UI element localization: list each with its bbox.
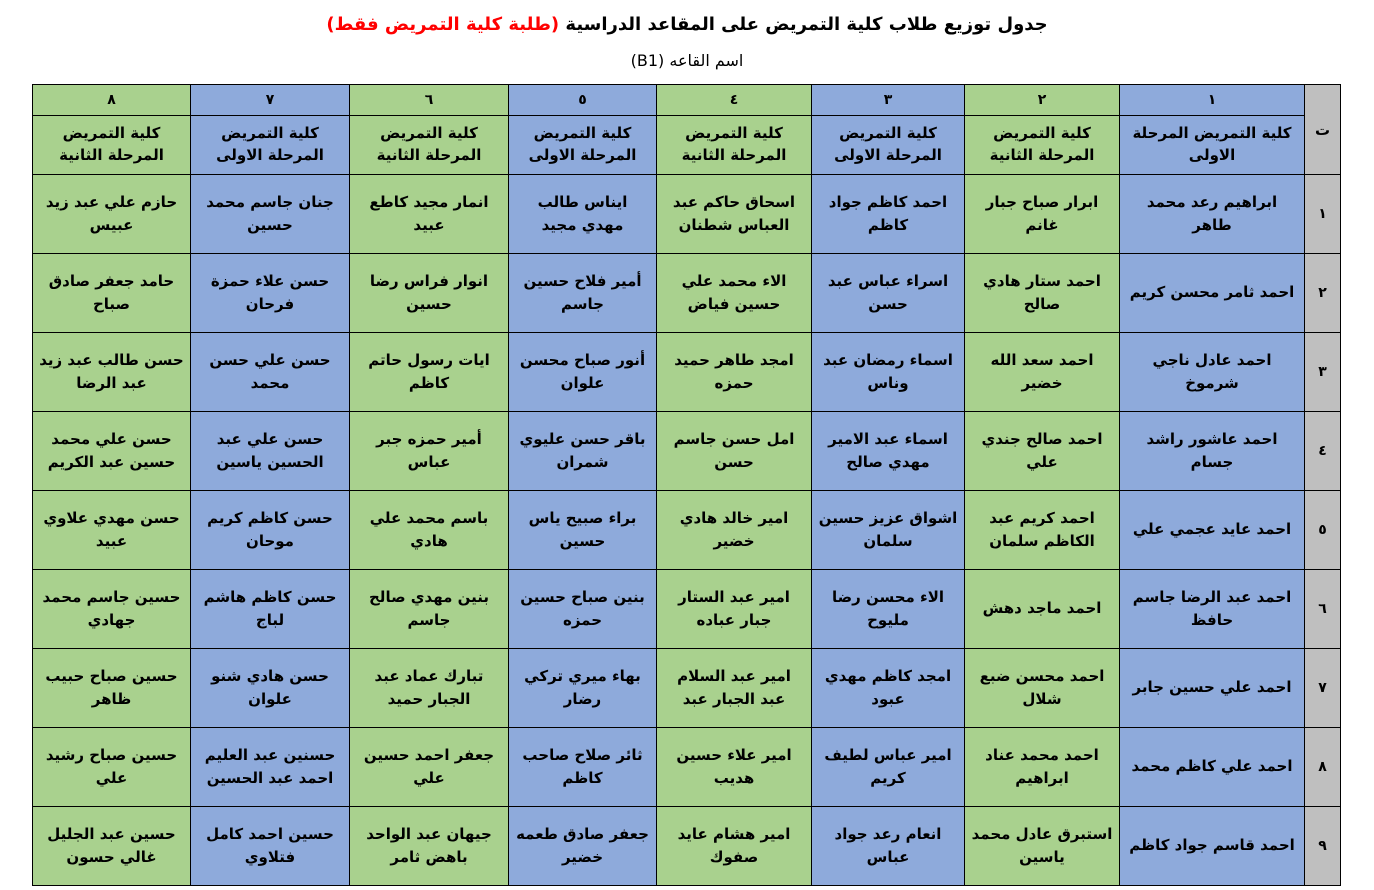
student-cell-col5-row2: أمير فلاح حسين جاسم [509,254,657,333]
row-number-cell-8: ٨ [1305,728,1341,807]
column-number-cell-1: ١ [1120,85,1305,116]
student-cell-col3-row7: امجد كاظم مهدي عبود [812,649,965,728]
student-cell-col3-row8: امير عباس لطيف كريم [812,728,965,807]
student-cell-col3-row5: اشواق عزيز حسين سلمان [812,491,965,570]
student-cell-col4-row6: امير عبد الستار جبار عباده [657,570,812,649]
student-cell-col6-row1: انمار مجيد كاطع عبيد [350,175,509,254]
student-cell-col4-row8: امير علاء حسين هديب [657,728,812,807]
column-number-cell-5: ٥ [509,85,657,116]
student-cell-col3-row6: الاء محسن رضا مليوح [812,570,965,649]
student-cell-col1-row2: احمد ثامر محسن كريم [1120,254,1305,333]
table-row-6 [33,570,1341,649]
student-cell-col6-row9: جيهان عبد الواحد باهض ثامر [350,807,509,886]
table-row-2 [33,254,1341,333]
column-number-cell-6: ٦ [350,85,509,116]
table-row-7 [33,649,1341,728]
student-cell-col2-row1: ابرار صباح جبار غانم [965,175,1120,254]
student-cell-col6-row2: انوار فراس رضا حسين [350,254,509,333]
page-title [0,14,1374,35]
student-cell-col1-row3: احمد عادل ناجي شرموخ [1120,333,1305,412]
student-cell-col5-row7: بهاء ميري تركي رضار [509,649,657,728]
student-cell-col3-row2: اسراء عباس عبد حسن [812,254,965,333]
table-row-1 [33,175,1341,254]
student-cell-col4-row7: امير عبد السلام عبد الجبار عبد [657,649,812,728]
student-cell-col1-row1: ابراهيم رعد محمد طاهر [1120,175,1305,254]
column-number-cell-4: ٤ [657,85,812,116]
student-cell-col8-row5: حسن مهدي علاوي عبيد [33,491,191,570]
student-cell-col8-row1: حازم علي عبد زيد عبيس [33,175,191,254]
column-number-cell-7: ٧ [191,85,350,116]
table-row-3 [33,333,1341,412]
student-cell-col2-row7: احمد محسن ضبع شلال [965,649,1120,728]
student-cell-col3-row1: احمد كاظم جواد كاظم [812,175,965,254]
student-cell-col6-row6: بنين مهدي صالح جاسم [350,570,509,649]
column-headers-row [33,116,1341,175]
student-cell-col6-row8: جعفر احمد حسين علي [350,728,509,807]
student-cell-col5-row4: باقر حسن عليوي شمران [509,412,657,491]
row-number-cell-7: ٧ [1305,649,1341,728]
student-cell-col5-row5: براء صبيح ياس حسين [509,491,657,570]
row-number-cell-5: ٥ [1305,491,1341,570]
row-number-cell-6: ٦ [1305,570,1341,649]
table-row-5 [33,491,1341,570]
column-header-cell-1: كلية التمريض المرحلة الاولى [1120,116,1305,175]
student-cell-col8-row9: حسين عبد الجليل غالي حسون [33,807,191,886]
column-header-cell-4: كلية التمريض المرحلة الثانية [657,116,812,175]
table-row-9 [33,807,1341,886]
student-cell-col3-row9: انعام رعد جواد عباس [812,807,965,886]
column-header-cell-2: كلية التمريض المرحلة الثانية [965,116,1120,175]
page-title-highlight: (طلبة كلية التمريض فقط) [326,14,560,35]
seating-table [32,84,1341,886]
student-cell-col7-row3: حسن علي حسن محمد [191,333,350,412]
row-number-cell-3: ٣ [1305,333,1341,412]
student-cell-col1-row8: احمد علي كاظم محمد [1120,728,1305,807]
student-cell-col7-row9: حسين احمد كامل فتلاوي [191,807,350,886]
student-cell-col2-row6: احمد ماجد دهش [965,570,1120,649]
student-cell-col6-row7: تبارك عماد عبد الجبار حميد [350,649,509,728]
student-cell-col5-row1: ايناس طالب مهدي مجيد [509,175,657,254]
column-number-cell-2: ٢ [965,85,1120,116]
column-number-cell-3: ٣ [812,85,965,116]
student-cell-col7-row5: حسن كاظم كريم موحان [191,491,350,570]
student-cell-col2-row4: احمد صالح جندي علي [965,412,1120,491]
student-cell-col7-row7: حسن هادي شنو علوان [191,649,350,728]
table-row-4 [33,412,1341,491]
student-cell-col7-row2: حسن علاء حمزة فرحان [191,254,350,333]
student-cell-col1-row7: احمد علي حسين جابر [1120,649,1305,728]
student-cell-col8-row3: حسن طالب عبد زيد عبد الرضا [33,333,191,412]
student-cell-col8-row8: حسين صباح رشيد علي [33,728,191,807]
student-cell-col5-row9: جعفر صادق طعمه خضير [509,807,657,886]
column-header-cell-7: كلية التمريض المرحلة الاولى [191,116,350,175]
corner-cell: ت [1305,85,1341,175]
student-cell-col5-row3: أنور صباح محسن علوان [509,333,657,412]
student-cell-col2-row8: احمد محمد عناد ابراهيم [965,728,1120,807]
student-cell-col6-row4: أمير حمزه جبر عباس [350,412,509,491]
student-cell-col6-row3: ايات رسول حاتم كاظم [350,333,509,412]
student-cell-col8-row2: حامد جعفر صادق صباح [33,254,191,333]
student-cell-col4-row3: امجد طاهر حميد حمزه [657,333,812,412]
student-cell-col3-row4: اسماء عبد الامير مهدي صالح [812,412,965,491]
student-cell-col8-row7: حسين صباح حبيب ظاهر [33,649,191,728]
page-title-main: جدول توزيع طلاب كلية التمريض على المقاعد الدراسية [559,14,1048,35]
column-header-cell-5: كلية التمريض المرحلة الاولى [509,116,657,175]
column-header-cell-6: كلية التمريض المرحلة الثانية [350,116,509,175]
student-cell-col5-row8: ثائر صلاح صاحب كاظم [509,728,657,807]
seating-body [33,175,1341,886]
student-cell-col1-row6: احمد عبد الرضا جاسم حافظ [1120,570,1305,649]
student-cell-col7-row4: حسن علي عبد الحسين ياسين [191,412,350,491]
student-cell-col6-row5: باسم محمد علي هادي [350,491,509,570]
row-number-cell-2: ٢ [1305,254,1341,333]
student-cell-col1-row5: احمد عايد عجمي علي [1120,491,1305,570]
student-cell-col7-row8: حسنين عبد العليم احمد عبد الحسين [191,728,350,807]
student-cell-col4-row9: امير هشام عايد صفوك [657,807,812,886]
student-cell-col2-row3: احمد سعد الله خضير [965,333,1120,412]
student-cell-col7-row1: جنان جاسم محمد حسين [191,175,350,254]
column-header-cell-3: كلية التمريض المرحلة الاولى [812,116,965,175]
student-cell-col2-row2: احمد ستار هادي صالح [965,254,1120,333]
student-cell-col4-row1: اسحاق حاكم عبد العباس شطنان [657,175,812,254]
student-cell-col1-row9: احمد قاسم جواد كاظم [1120,807,1305,886]
student-cell-col2-row9: استبرق عادل محمد ياسين [965,807,1120,886]
student-cell-col8-row4: حسن علي محمد حسين عبد الكريم [33,412,191,491]
student-cell-col2-row5: احمد كريم عبد الكاظم سلمان [965,491,1120,570]
student-cell-col3-row3: اسماء رمضان عبد وناس [812,333,965,412]
row-number-cell-9: ٩ [1305,807,1341,886]
column-number-cell-8: ٨ [33,85,191,116]
student-cell-col5-row6: بنين صباح حسين حمزه [509,570,657,649]
student-cell-col7-row6: حسن كاظم هاشم لباج [191,570,350,649]
column-header-cell-8: كلية التمريض المرحلة الثانية [33,116,191,175]
student-cell-col4-row5: امير خالد هادي خضير [657,491,812,570]
page-subtitle: اسم القاعه (B1) [630,51,744,70]
column-numbers-row [33,85,1341,116]
student-cell-col4-row4: امل حسن جاسم حسن [657,412,812,491]
row-number-cell-1: ١ [1305,175,1341,254]
student-cell-col4-row2: الاء محمد علي حسين فياض [657,254,812,333]
student-cell-col1-row4: احمد عاشور راشد جسام [1120,412,1305,491]
row-number-cell-4: ٤ [1305,412,1341,491]
student-cell-col8-row6: حسين جاسم محمد جهادي [33,570,191,649]
table-row-8 [33,728,1341,807]
seating-head [33,85,1341,175]
